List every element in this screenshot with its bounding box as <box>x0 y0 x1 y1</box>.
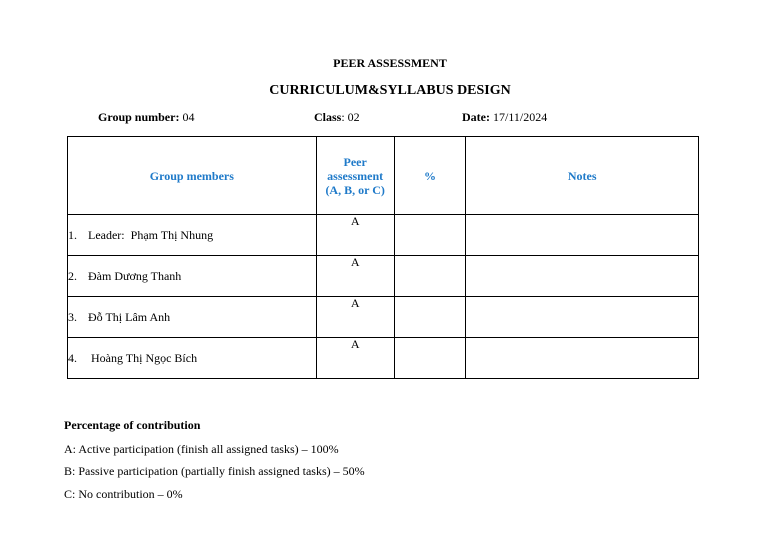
table-header-row <box>68 137 699 215</box>
member-name: Hoàng Thị Ngọc Bích <box>88 350 198 365</box>
class-value: : 02 <box>341 110 360 124</box>
table-row <box>68 256 699 297</box>
legend-item-a: A: Active participation (finish all assigned tasks) – 100% <box>64 442 339 456</box>
notes-cell <box>466 256 699 297</box>
class-label: Class <box>314 110 342 124</box>
group-number-value: 04 <box>179 110 195 124</box>
date-label: Date: <box>462 110 490 124</box>
percent-cell <box>394 297 466 338</box>
member-name: Leader: Phạm Thị Nhung <box>88 227 214 242</box>
percent-cell <box>394 256 466 297</box>
member-cell <box>68 256 317 297</box>
member-cell <box>68 297 317 338</box>
member-name: Đỗ Thị Lâm Anh <box>88 309 171 324</box>
header-group-members: Group members <box>68 137 317 215</box>
header-peer-line2: assessment <box>327 168 384 183</box>
header-peer-line1: Peer <box>343 154 367 169</box>
member-number: 1. <box>68 227 77 242</box>
date-field <box>462 110 547 125</box>
group-number-label: Group number: <box>98 110 180 124</box>
member-number: 2. <box>68 268 77 283</box>
notes-cell <box>466 297 699 338</box>
percent-cell <box>394 215 466 256</box>
legend-item-c: C: No contribution – 0% <box>64 487 183 501</box>
member-cell <box>68 215 317 256</box>
grade-cell: A <box>316 297 394 338</box>
peer-assessment-table <box>67 136 699 379</box>
header-notes: Notes <box>466 137 699 215</box>
table-row <box>68 297 699 338</box>
grade-cell: A <box>316 338 394 379</box>
document-subtitle: CURRICULUM&SYLLABUS DESIGN <box>269 83 511 98</box>
table-row <box>68 215 699 256</box>
grade-cell: A <box>316 256 394 297</box>
member-number: 4. <box>68 350 77 365</box>
member-cell <box>68 338 317 379</box>
member-number: 3. <box>68 309 77 324</box>
percent-cell <box>394 338 466 379</box>
contribution-legend-title: Percentage of contribution <box>64 418 201 432</box>
notes-cell <box>466 338 699 379</box>
legend-item-b: B: Passive participation (partially finish assigned tasks) – 50% <box>64 464 365 478</box>
document-title: PEER ASSESSMENT <box>333 56 447 70</box>
notes-cell <box>466 215 699 256</box>
grade-cell: A <box>316 215 394 256</box>
class-field <box>314 110 360 125</box>
table-row <box>68 338 699 379</box>
header-peer-line3: (A, B, or C) <box>325 182 385 197</box>
date-value: 17/11/2024 <box>489 110 548 124</box>
header-peer-assessment <box>316 137 394 215</box>
header-percent: % <box>394 137 466 215</box>
group-number-field <box>98 110 194 125</box>
member-name: Đàm Dương Thanh <box>88 268 182 283</box>
